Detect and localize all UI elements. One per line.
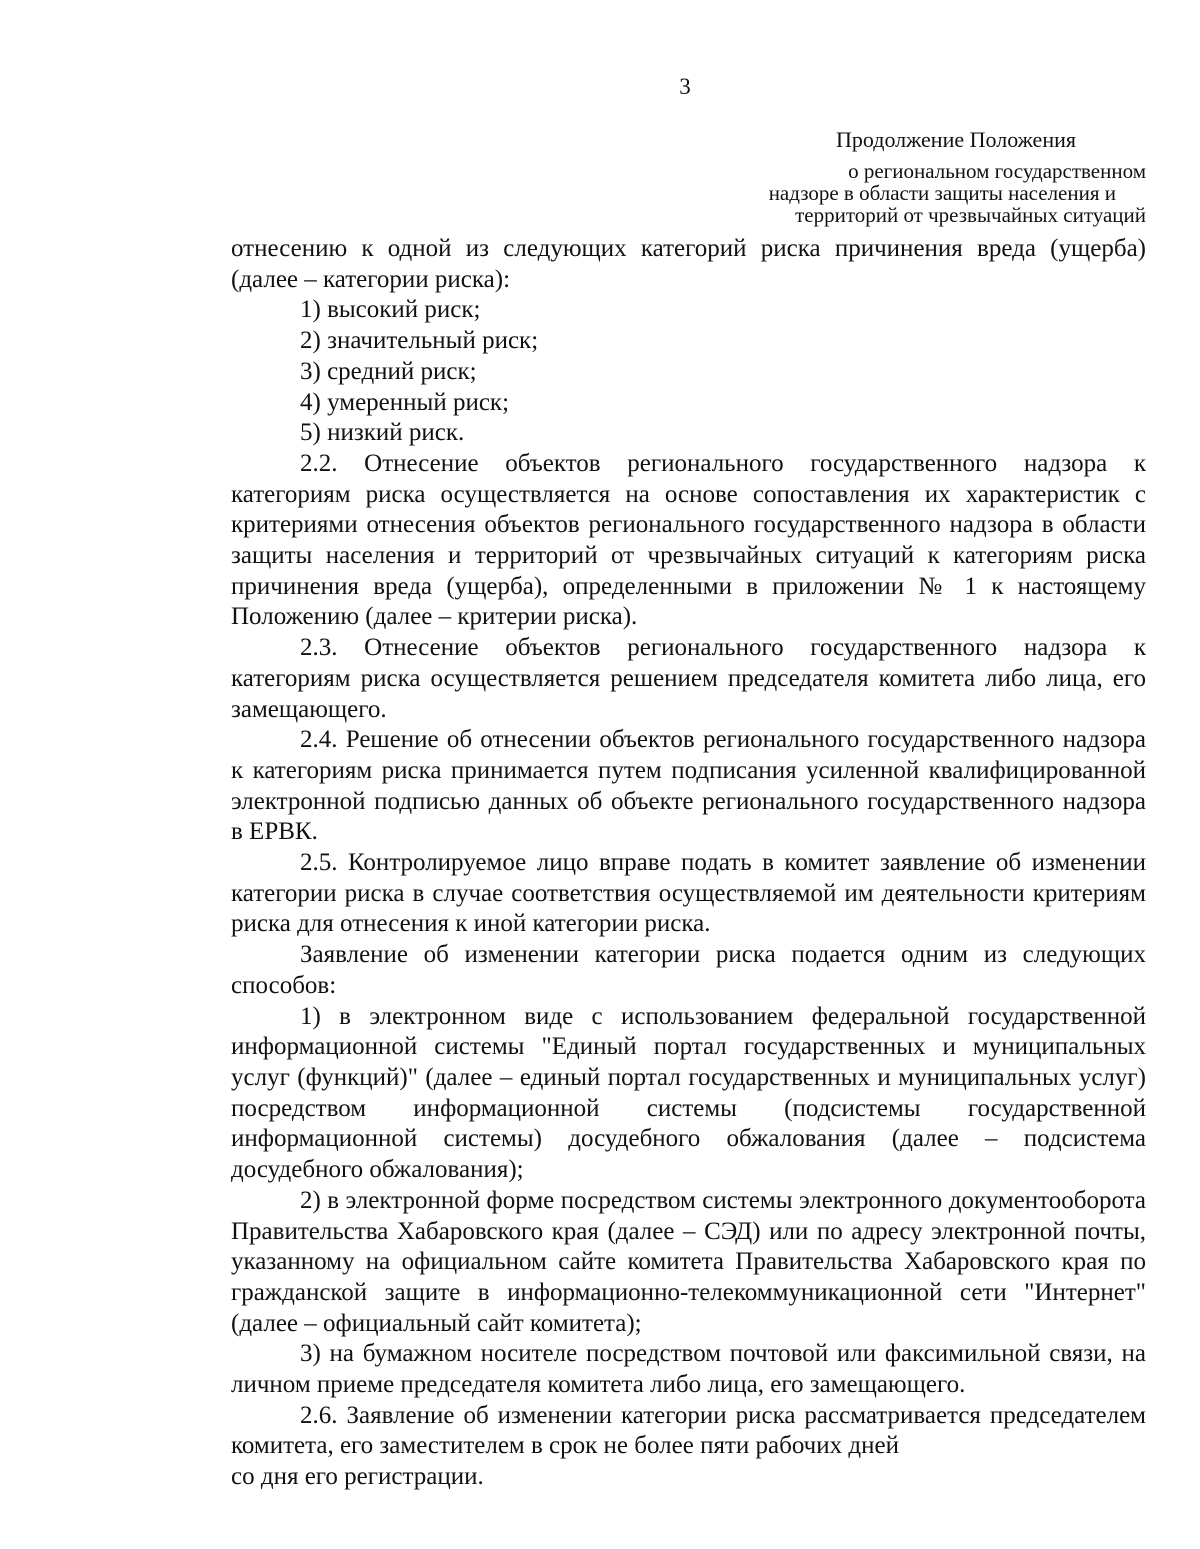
risk-list-item: 3) средний риск; — [300, 357, 477, 385]
document-header — [769, 128, 1146, 226]
document-body — [231, 234, 1146, 1492]
page-number: 3 — [679, 74, 691, 99]
risk-list-item: 1) высокий риск; — [300, 296, 481, 324]
paragraph-methods: Заявление об изменении категории риска подается одним из следующих способов: — [231, 941, 1146, 999]
paragraph-2-5: 2.5. Контролируемое лицо вправе подать в комитет заявление об изменении категории риска в случае соответствия осуществляемой им деятельности критериям риска для отнесения к иной категории риска. — [231, 849, 1146, 938]
paragraph-2-4: 2.4. Решение об отнесении объектов регионального государственного надзора к категориям риска принимается путем подписания усиленной квалифицированной электронной подписью данных об объекте регионального государственного надзора в ЕРВК. — [231, 726, 1146, 846]
paragraph-2-6: 2.6. Заявление об изменении категории риска рассматривается председателем комитета, его заместителем в срок не более пяти рабочих дней — [231, 1401, 1146, 1460]
paragraph-2-6-last-line: со дня его регистрации. — [231, 1463, 484, 1491]
header-line: надзоре в области защиты населения и — [768, 181, 1116, 205]
intro-paragraph: отнесению к одной из следующих категорий риска причинения вреда (ущерба) (далее – категории риска): — [231, 235, 1146, 293]
method-item-2: 2) в электронной форме посредством системы электронного документооборота Правительства Хабаровского края (далее – СЭД) или по адресу электронной почты, указанному на официальном сайте комитета Правительства Хабаровского края по гражданской защите в информационно-телекоммуникационной сети "Интернет" (далее – официальный сайт комитета); — [231, 1186, 1146, 1337]
risk-list-item: 4) умеренный риск; — [300, 388, 510, 416]
paragraph-2-2: 2.2. Отнесение объектов регионального государственного надзора к категориям риска осуществляется на основе сопоставления их характеристик с критериями отнесения объектов регионального государственного надзора в области защиты населения и территорий от чрезвычайных ситуаций к категориям риска причинения вреда (ущерба), определенными в приложении № 1 к настоящему Положению (далее – критерии риска). — [231, 449, 1146, 631]
method-item-1: 1) в электронном виде с использованием федеральной государственной информационной системы "Единый портал государственных и муниципальных услуг (функций)" (далее – единый портал государственных и муниципальных услуг) посредством информационной системы (подсистемы государственной информационной системы) досудебного обжалования (далее – подсистема досудебного обжалования); — [231, 1002, 1146, 1184]
header-line: о региональном государственном — [848, 159, 1146, 183]
risk-list-item: 2) значительный риск; — [300, 327, 539, 355]
header-title: Продолжение Положения — [836, 127, 1076, 152]
risk-list-item: 5) низкий риск. — [300, 419, 465, 447]
header-line: территорий от чрезвычайных ситуаций — [795, 203, 1146, 227]
method-item-3: 3) на бумажном носителе посредством почтовой или факсимильной связи, на личном приеме председателя комитета либо лица, его замещающего. — [231, 1340, 1146, 1399]
paragraph-2-3: 2.3. Отнесение объектов регионального государственного надзора к категориям риска осуществляется решением председателя комитета либо лица, его замещающего. — [231, 634, 1146, 723]
